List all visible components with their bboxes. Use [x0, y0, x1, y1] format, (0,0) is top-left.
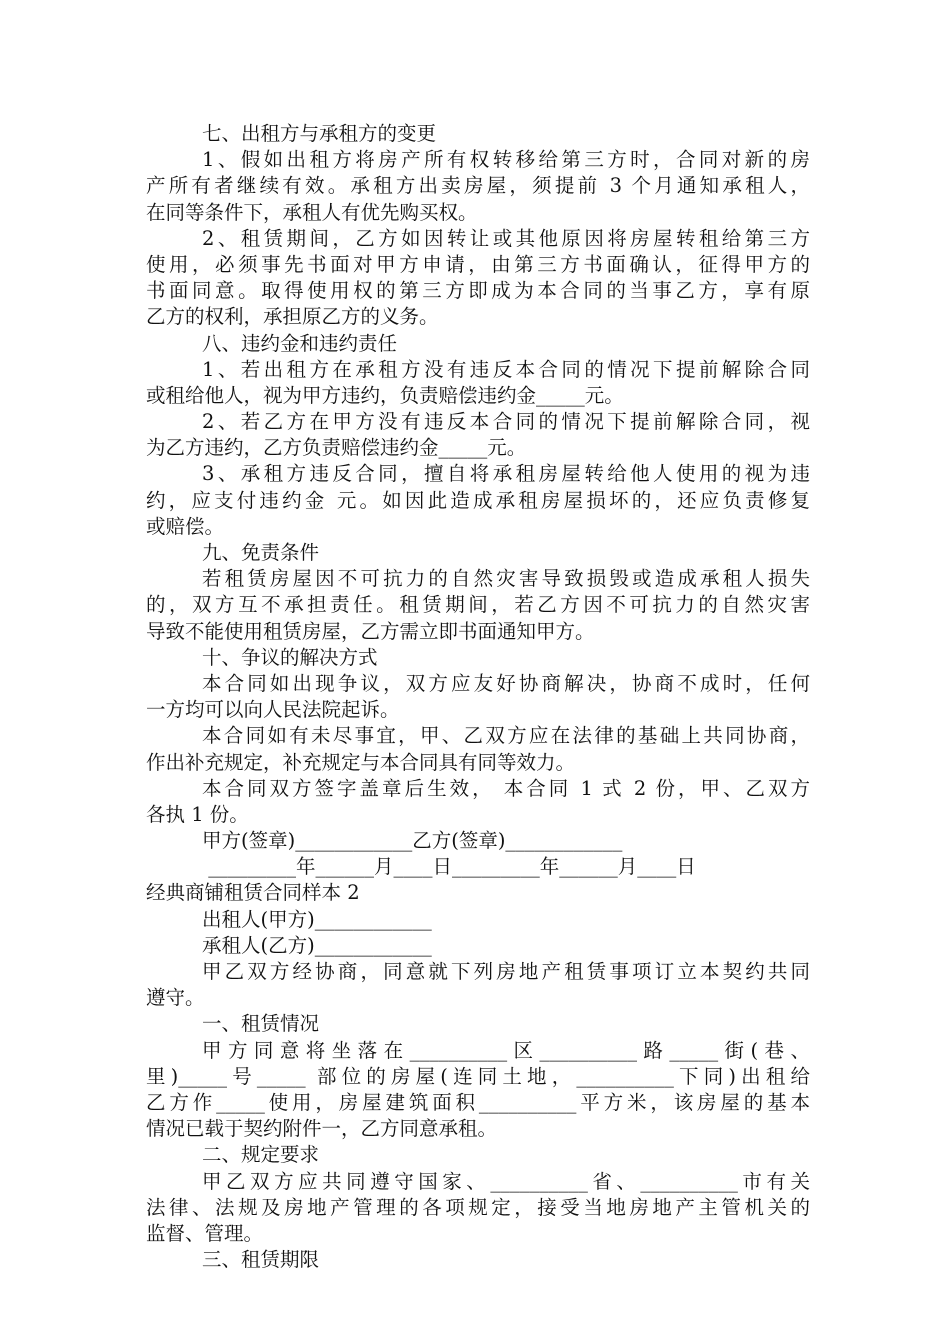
text-line: 甲方同意将坐落在__________区__________路_____街(巷、 [202, 1038, 810, 1062]
text-line: 若租赁房屋因不可抗力的自然灾害导致损毁或造成承租人损失 [202, 567, 810, 591]
text-line: 八、违约金和违约责任 [202, 331, 398, 355]
text-line: 导致不能使用租赁房屋，乙方需立即书面通知甲方。 [146, 619, 595, 643]
text-line: 甲乙双方经协商，同意就下列房地产租赁事项订立本契约共同 [202, 960, 810, 983]
text-line: 约，应支付违约金 元。如因此造成承租房屋损坏的，还应负责修复 [146, 488, 810, 512]
text-line: 或赔偿。 [146, 514, 225, 538]
text-line: 产所有者继续有效。承租方出卖房屋，须提前 3 个月通知承租人， [146, 174, 810, 198]
text-line: 乙方的权利，承担原乙方的义务。 [146, 305, 439, 329]
text-line: 的，双方互不承担责任。租赁期间，若乙方因不可抗力的自然灾害 [146, 593, 810, 617]
text-line: 七、出租方与承租方的变更 [202, 122, 437, 145]
text-line: 3、承租方违反合同，擅自将承租房屋转给他人使用的视为违 [202, 462, 810, 486]
text-line: 里)_____号_____ 部位的房屋(连同土地，__________下同)出租给 [146, 1064, 810, 1088]
text-line: 作出补充规定，补充规定与本合同具有同等效力。 [146, 750, 576, 774]
text-line: 本合同双方签字盖章后生效， 本合同 1 式 2 份，甲、乙双方 [202, 776, 810, 800]
text-line: 2、租赁期间，乙方如因转让或其他原因将房屋转租给第三方 [202, 226, 810, 250]
text-line: 乙方作_____使用，房屋建筑面积__________平方米，该房屋的基本 [146, 1090, 810, 1114]
text-line: 本合同如出现争议，双方应友好协商解决，协商不成时，任何 [202, 671, 810, 695]
text-line: 九、免责条件 [202, 541, 320, 564]
text-line: 1、若出租方在承租方没有违反本合同的情况下提前解除合同 [202, 357, 810, 381]
text-line: 一方均可以向人民法院起诉。 [146, 698, 400, 722]
document-page [146, 121, 810, 1273]
text-line: 法律、法规及房地产管理的各项规定，接受当地房地产主管机关的 [146, 1195, 810, 1219]
text-line: 本合同如有未尽事宜，甲、乙双方应在法律的基础上共同协商， [202, 724, 810, 748]
text-line: 甲乙双方应共同遵守国家、__________省、__________市有关 [202, 1169, 810, 1193]
text-line: 二、规定要求 [202, 1143, 320, 1167]
text-line: 三、租赁期限 [202, 1248, 320, 1272]
text-line: 各执 1 份。 [146, 802, 249, 826]
text-line: 承租人(乙方)____________ [202, 933, 432, 957]
text-line: 1、假如出租方将房产所有权转移给第三方时，合同对新的房 [202, 148, 810, 172]
text-line: 十、争议的解决方式 [202, 645, 378, 669]
text-line: 使用，必须事先书面对甲方申请，由第三方书面确认，征得甲方的 [146, 252, 810, 276]
text-line: 一、租赁情况 [202, 1012, 320, 1036]
text-line: 经典商铺租赁合同样本 2 [146, 881, 360, 905]
text-line: 2、若乙方在甲方没有违反本合同的情况下提前解除合同，视 [202, 410, 810, 434]
text-line: 遵守。 [146, 986, 205, 1010]
text-line: 监督、管理。 [146, 1221, 264, 1245]
text-line: 为乙方违约，乙方负责赔偿违约金_____元。 [146, 436, 527, 460]
text-line: 书面同意。取得使用权的第三方即成为本合同的当事乙方，享有原 [146, 279, 810, 303]
text-line: _________年______月____日_________年______月____日 [202, 855, 696, 879]
text-line: 出租人(甲方)____________ [202, 907, 432, 931]
text-line: 情况已载于契约附件一，乙方同意承租。 [146, 1117, 498, 1141]
text-line: 甲方(签章)____________乙方(签章)____________ [202, 829, 623, 853]
text-line: 或租给他人，视为甲方违约，负责赔偿违约金_____元。 [146, 383, 624, 407]
text-line: 在同等条件下，承租人有优先购买权。 [146, 200, 478, 224]
